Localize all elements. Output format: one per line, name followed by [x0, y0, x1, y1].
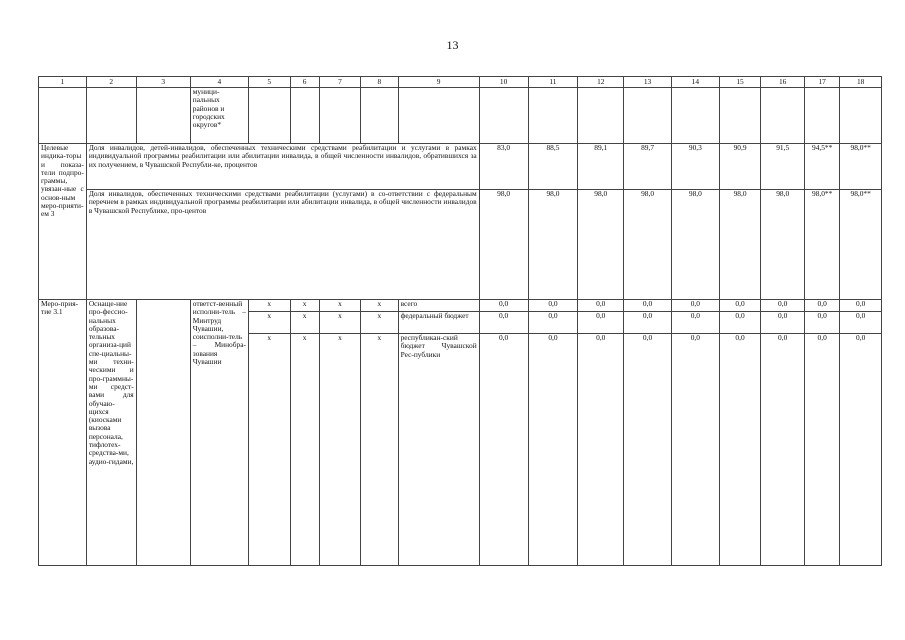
indicator-value: 98,0**: [840, 144, 882, 190]
funding-value: 0,0: [805, 334, 840, 566]
funding-source: федеральный бюджет: [398, 312, 479, 334]
funding-value: 0,0: [761, 312, 805, 334]
indicator-value: 98,0: [719, 190, 761, 300]
continuation-row: [39, 88, 882, 144]
col-header: 16: [761, 77, 805, 88]
funding-value: 0,0: [805, 312, 840, 334]
funding-value: 0,0: [761, 334, 805, 566]
code-x: x: [290, 334, 319, 566]
measure-label: Меро-прия-тие 3.1: [39, 300, 87, 566]
indicator-value: 98,0**: [805, 190, 840, 300]
indicator-value: 91,5: [761, 144, 805, 190]
indicator-row: [39, 190, 882, 300]
col-header: 12: [578, 77, 624, 88]
funding-source: республикан-ский бюджет Чувашской Рес-публики: [398, 334, 479, 566]
funding-value: 0,0: [479, 334, 528, 566]
indicator-value: 98,0: [671, 190, 719, 300]
col-header: 13: [624, 77, 672, 88]
targets-label: Целевые индика-торы и показа-тели подпро-граммы, увязан-ные с основ-ным меро-прияти-ем 3: [39, 144, 87, 300]
indicator-value: 89,7: [624, 144, 672, 190]
indicator-value: 88,5: [528, 144, 578, 190]
funding-value: 0,0: [671, 334, 719, 566]
funding-value: 0,0: [719, 312, 761, 334]
code-x: x: [361, 300, 398, 312]
code-x: x: [319, 312, 361, 334]
indicator-value: 83,0: [479, 144, 528, 190]
page-number: 13: [446, 38, 459, 52]
code-x: x: [248, 300, 290, 312]
funding-value: 0,0: [719, 300, 761, 312]
funding-value: 0,0: [840, 300, 882, 312]
funding-value: 0,0: [671, 300, 719, 312]
code-x: x: [361, 334, 398, 566]
code-x: x: [248, 312, 290, 334]
indicator-value: 98,0: [528, 190, 578, 300]
funding-source: всего: [398, 300, 479, 312]
funding-row: [39, 300, 882, 312]
code-x: x: [290, 300, 319, 312]
col-header: 8: [361, 77, 398, 88]
indicator-text: Доля инвалидов, обеспеченных техническими средствами реабилитации (услугами) в со-ответствии с федеральным перечнем в рамках индивидуальной программы реабилитации или абилитации инвалида, в общей численности инвалидов в Чувашской Республике, про-центов: [86, 190, 479, 300]
col-header: 3: [136, 77, 190, 88]
funding-value: 0,0: [624, 334, 672, 566]
funding-value: 0,0: [624, 300, 672, 312]
funding-value: 0,0: [479, 312, 528, 334]
column-numbers-row: [39, 77, 882, 88]
col-header: 9: [398, 77, 479, 88]
col-header: 11: [528, 77, 578, 88]
funding-value: 0,0: [624, 312, 672, 334]
program-table: [38, 76, 882, 566]
funding-value: 0,0: [578, 334, 624, 566]
funding-value: 0,0: [719, 334, 761, 566]
funding-value: 0,0: [528, 300, 578, 312]
funding-value: 0,0: [805, 300, 840, 312]
funding-value: 0,0: [528, 312, 578, 334]
indicator-value: 90,9: [719, 144, 761, 190]
indicator-value: 98,0**: [840, 190, 882, 300]
code-x: x: [319, 334, 361, 566]
indicator-value: 89,1: [578, 144, 624, 190]
indicator-value: 98,0: [624, 190, 672, 300]
continuation-text: муници-пальных районов и городских округов*: [190, 88, 248, 144]
indicator-value: 90,3: [671, 144, 719, 190]
code-x: x: [248, 334, 290, 566]
col-header: 14: [671, 77, 719, 88]
col-header: 18: [840, 77, 882, 88]
indicator-value: 94,5**: [805, 144, 840, 190]
col-header: 15: [719, 77, 761, 88]
indicator-value: 98,0: [479, 190, 528, 300]
col-header: 2: [86, 77, 136, 88]
col-header: 10: [479, 77, 528, 88]
indicator-row: [39, 144, 882, 190]
measure-name: Оснаще-ние про-фессио-нальных образова-тельных организа-ций спе-циальны-ми техни-ческими и про-граммны-ми средст-вами для обучаю-щихся (киосками вызова персонала, тифлотех-средства-ми, аудио-гидами,: [86, 300, 136, 566]
funding-value: 0,0: [528, 334, 578, 566]
col-header: 4: [190, 77, 248, 88]
col-header: 5: [248, 77, 290, 88]
funding-value: 0,0: [479, 300, 528, 312]
indicator-value: 98,0: [578, 190, 624, 300]
col-header: 7: [319, 77, 361, 88]
funding-value: 0,0: [578, 300, 624, 312]
col-header: 6: [290, 77, 319, 88]
code-x: x: [290, 312, 319, 334]
code-x: x: [361, 312, 398, 334]
funding-value: 0,0: [578, 312, 624, 334]
funding-value: 0,0: [761, 300, 805, 312]
col-header: 1: [39, 77, 87, 88]
indicator-value: 98,0: [761, 190, 805, 300]
col-header: 17: [805, 77, 840, 88]
funding-value: 0,0: [840, 334, 882, 566]
funding-value: 0,0: [671, 312, 719, 334]
indicator-text: Доля инвалидов, детей-инвалидов, обеспеченных техническими средствами реабилитации и услугами в рамках индивидуальной программы реабилитации или абилитации инвалида, в общей численности инвалидов, обратившихся за их получением, в Чувашской Республи-ке, процентов: [86, 144, 479, 190]
code-x: x: [319, 300, 361, 312]
measure-executor: ответст-венный исполни-тель – Минтруд Чувашии, соисполни-тель – Минобра-зования Чувашии: [190, 300, 248, 566]
funding-value: 0,0: [840, 312, 882, 334]
